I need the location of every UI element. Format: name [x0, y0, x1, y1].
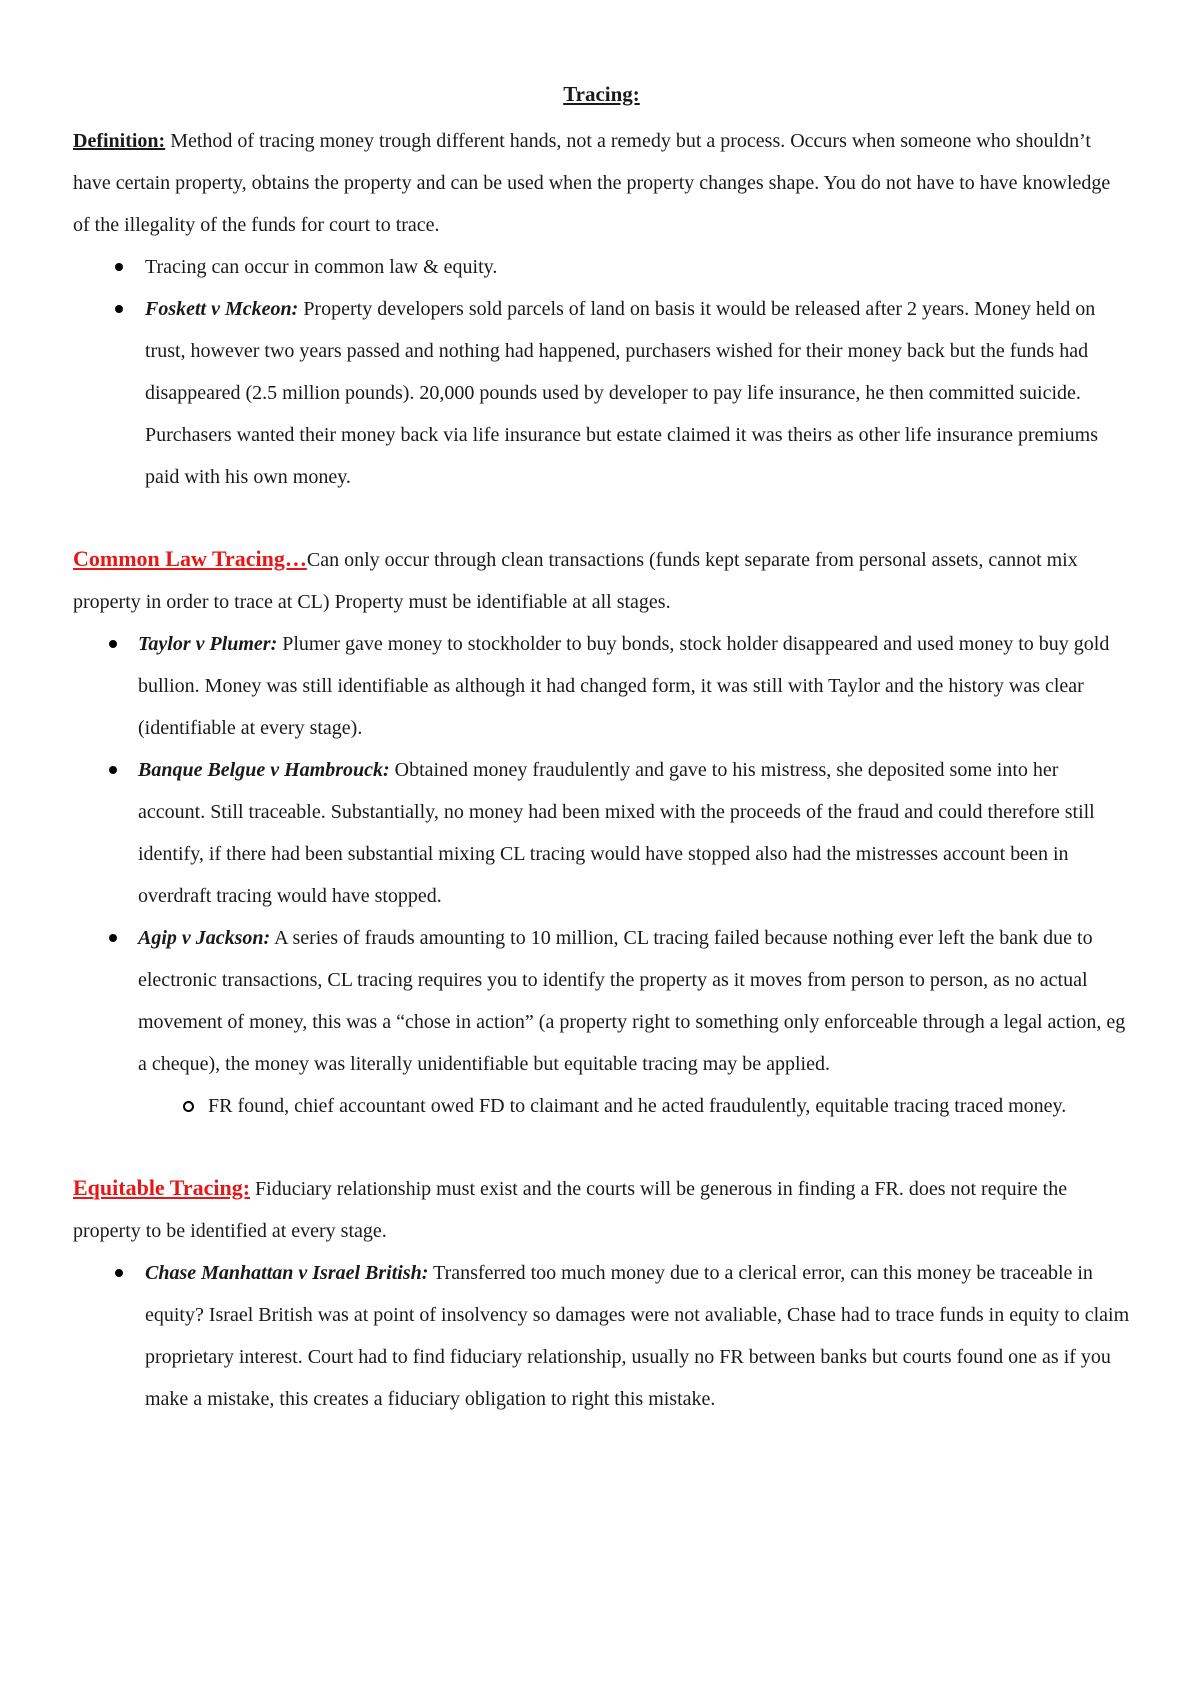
equitable-paragraph: [73, 1167, 1130, 1252]
intro-bullet-list: [73, 246, 1130, 498]
common-law-text: Can only occur through clean transactions (funds kept separate from personal assets, cannot mix property in order to trace at CL) Property must be identifiable at all stages.: [73, 549, 1078, 613]
common-law-bullet-list: [73, 623, 1130, 1127]
list-item: [138, 749, 1130, 917]
list-item: [145, 246, 1130, 288]
sub-bullet-list: [138, 1085, 1130, 1127]
list-item: [145, 1252, 1130, 1420]
case-name: Taylor v Plumer:: [138, 633, 278, 655]
case-name: Banque Belgue v Hambrouck:: [138, 759, 390, 781]
case-name: Chase Manhattan v Israel British:: [145, 1262, 429, 1284]
equitable-heading: Equitable Tracing:: [73, 1175, 251, 1200]
bullet-text: A series of frauds amounting to 10 million, CL tracing failed because nothing ever left the bank due to electronic transactions, CL tracing requires you to identify the property as it moves from person to person, as no actual movement of money, this was a “chose in action” (a property right to something only enforceable through a legal action, eg a cheque), the money was literally unidentifiable but equitable tracing may be applied.: [138, 927, 1126, 1075]
sub-bullet-text: FR found, chief accountant owed FD to claimant and he acted fraudulently, equitable tracing traced money.: [208, 1095, 1067, 1117]
definition-text: Method of tracing money trough different hands, not a remedy but a process. Occurs when someone who shouldn’t have certain property, obtains the property and can be used when the property changes shape. You do not have to have knowledge of the illegality of the funds for court to trace.: [73, 130, 1111, 236]
page-title: Tracing:: [563, 82, 640, 106]
list-item: [145, 288, 1130, 498]
equitable-text: Fiduciary relationship must exist and the courts will be generous in finding a FR. does not require the property to be identified at every stage.: [73, 1178, 1068, 1242]
list-item: [138, 623, 1130, 749]
common-law-paragraph: [73, 538, 1130, 623]
bullet-text: Obtained money fraudulently and gave to his mistress, she deposited some into her account. Still traceable. Substantially, no money had been mixed with the proceeds of the fraud and could therefore still identify, if there had been substantial mixing CL tracing would have stopped also had the mistresses account been in overdraft tracing would have stopped.: [138, 759, 1095, 907]
equitable-bullet-list: [73, 1252, 1130, 1420]
bullet-text: Plumer gave money to stockholder to buy bonds, stock holder disappeared and used money to buy gold bullion. Money was still identifiable as although it had changed form, it was still with Taylor and the history was clear (identifiable at every stage).: [138, 633, 1110, 739]
sub-list-item: [208, 1085, 1130, 1127]
spacer: [73, 1127, 1130, 1167]
definition-paragraph: [73, 120, 1130, 246]
list-item: [138, 917, 1130, 1127]
common-law-heading: Common Law Tracing…: [73, 546, 307, 571]
bullet-text: Property developers sold parcels of land on basis it would be released after 2 years. Money held on trust, however two years passed and nothing had happened, purchasers wished for their money back but the funds had disappeared (2.5 million pounds). 20,000 pounds used by developer to pay life insurance, he then committed suicide. Purchasers wanted their money back via life insurance but estate claimed it was theirs as other life insurance premiums paid with his own money.: [145, 298, 1099, 488]
case-name: Foskett v Mckeon:: [145, 298, 299, 320]
case-name: Agip v Jackson:: [138, 927, 271, 949]
bullet-text: Tracing can occur in common law & equity.: [145, 256, 498, 278]
definition-label: Definition:: [73, 130, 166, 152]
spacer: [73, 498, 1130, 538]
bullet-text: Transferred too much money due to a clerical error, can this money be traceable in equity? Israel British was at point of insolvency so damages were not avaliable, Chase had to trace funds in equity to claim proprietary interest. Court had to find fiduciary relationship, usually no FR between banks but courts found one as if you make a mistake, this creates a fiduciary obligation to right this mistake.: [145, 1262, 1130, 1410]
